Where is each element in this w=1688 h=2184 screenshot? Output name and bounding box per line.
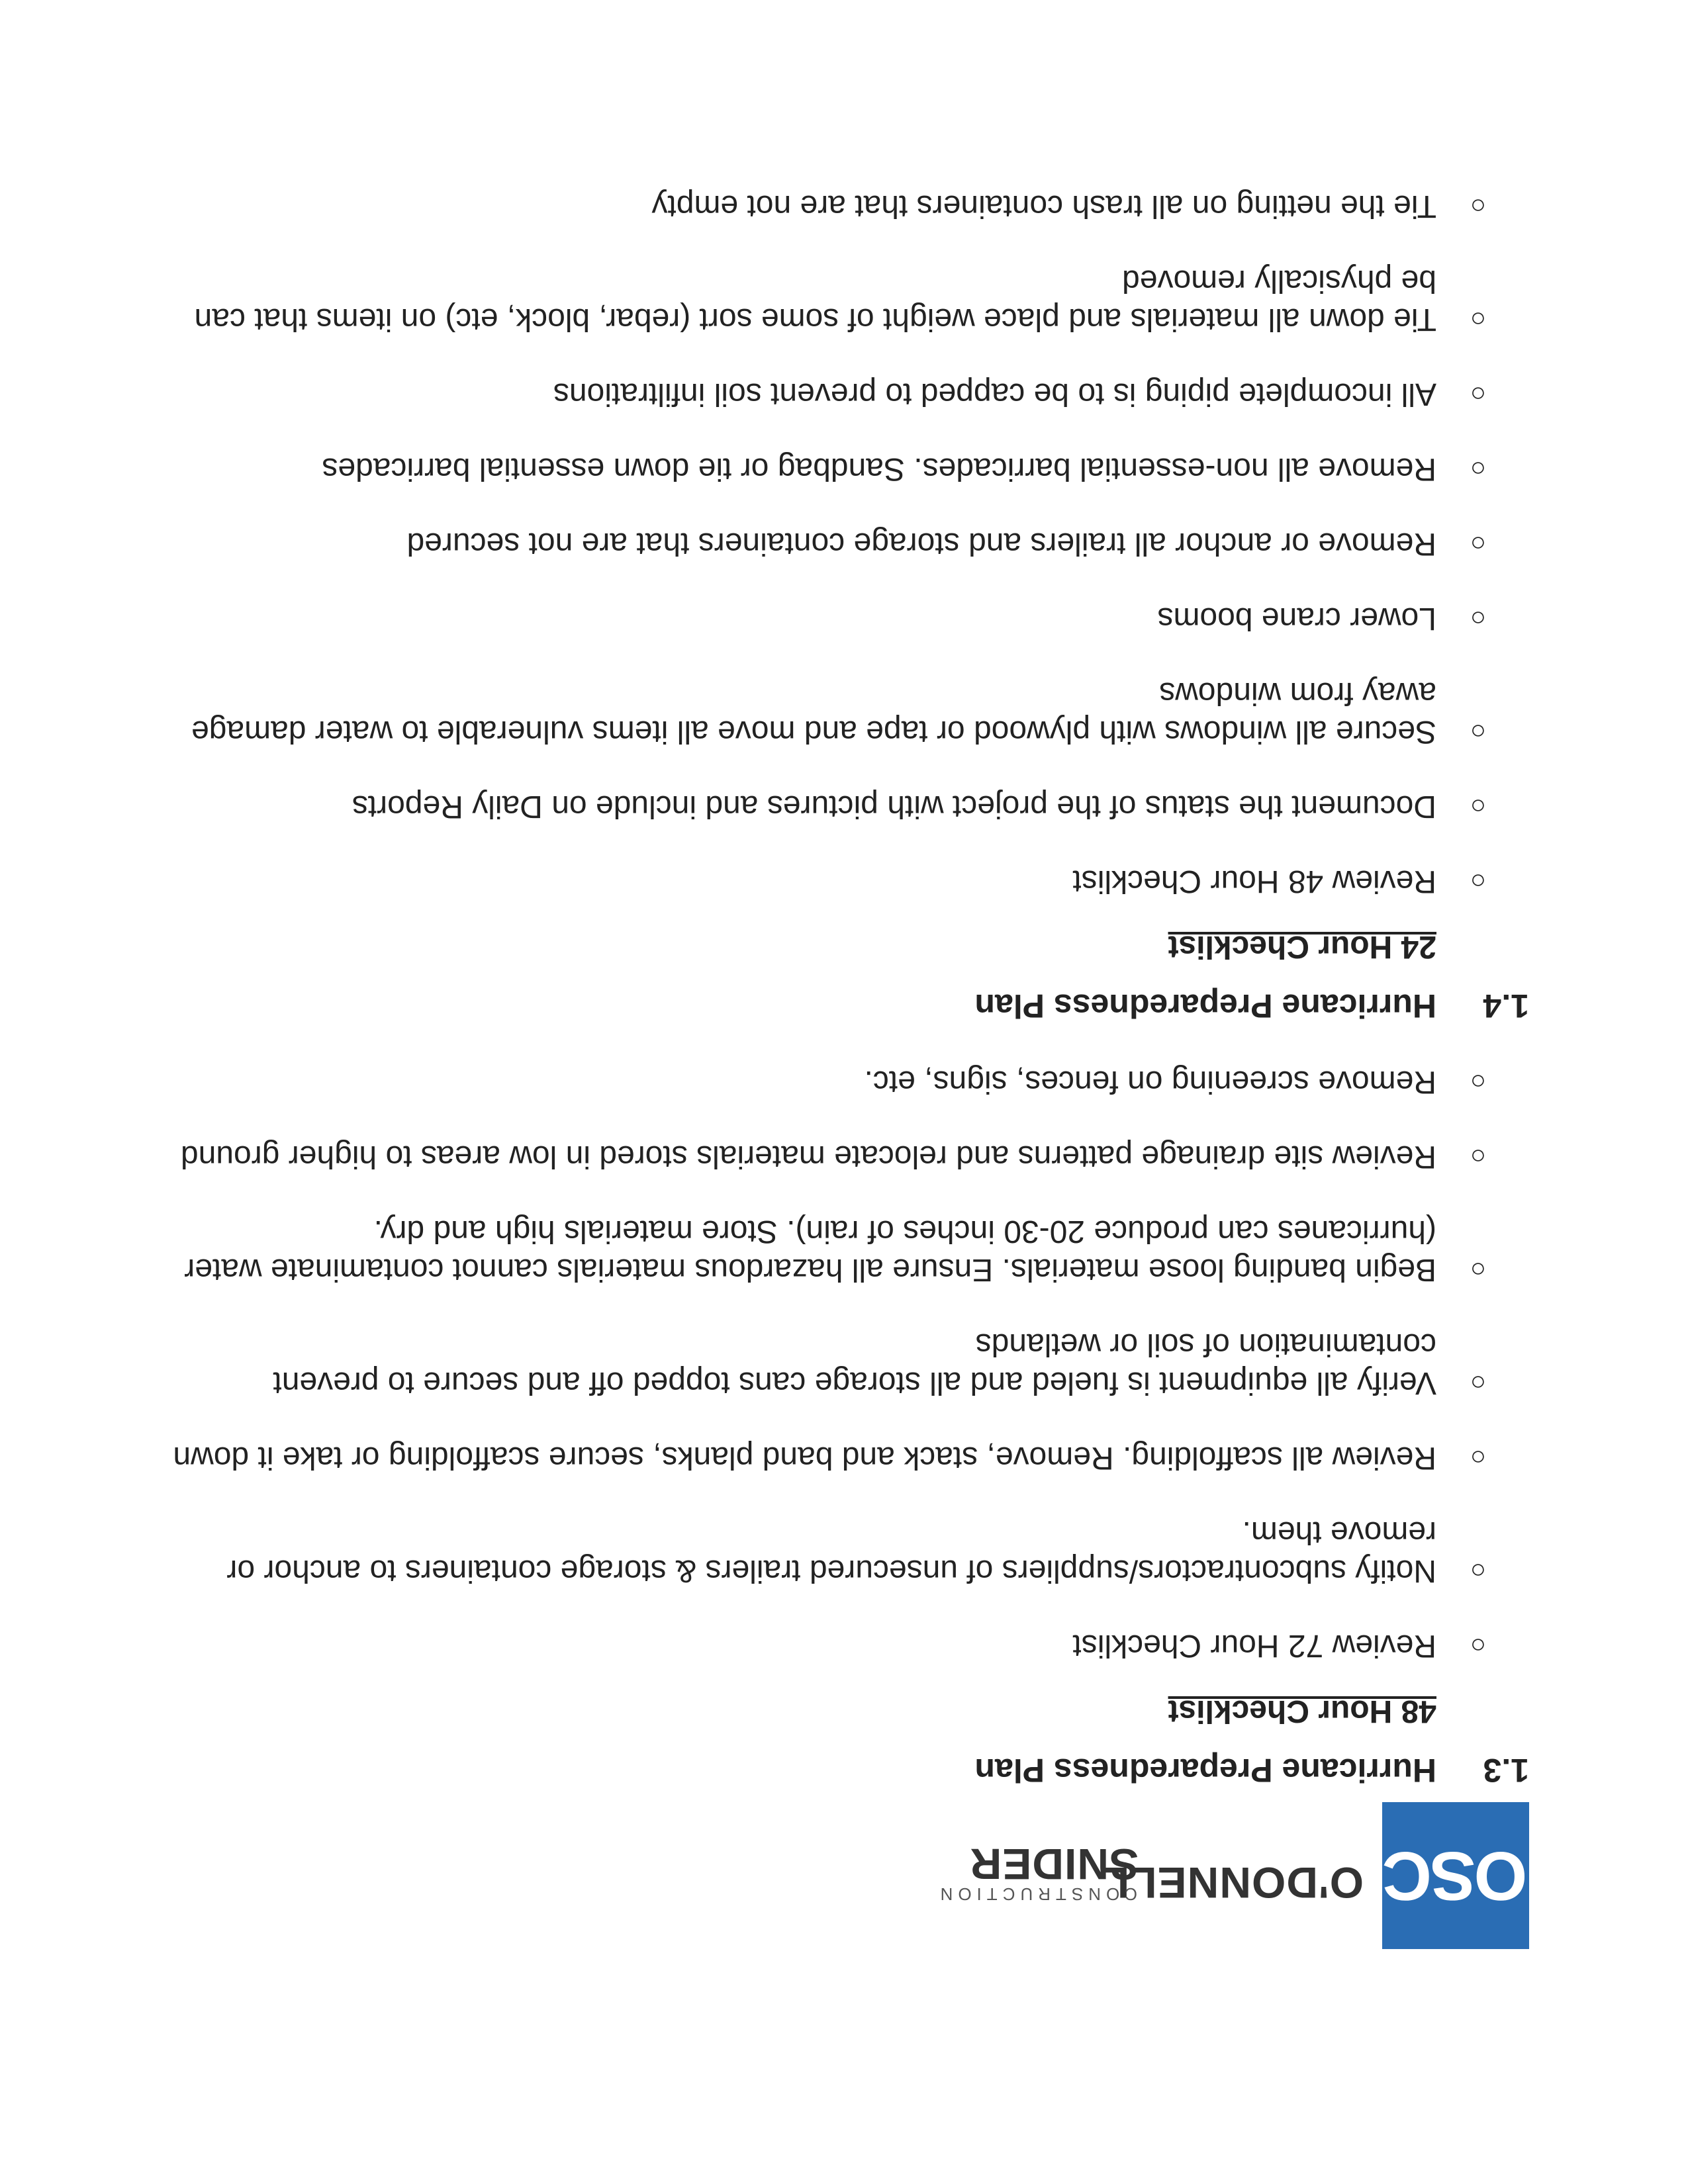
- bullet-icon: ○: [1470, 717, 1486, 746]
- bullet-icon: ○: [1470, 1443, 1486, 1472]
- checklist-item: [152, 1438, 1529, 1477]
- osc-logo-mark: OSC: [1382, 1802, 1529, 1949]
- checklist-item-text: Notify subcontractors/suppliers of unsecured trailers & storage containers to anchor or remove them.: [226, 1515, 1436, 1588]
- bullet-icon: ○: [1470, 866, 1486, 895]
- checklist-item: [152, 524, 1529, 563]
- checklist-item: [152, 599, 1529, 637]
- checklist-item-text: Begin banding loose materials. Ensure all hazardous materials cannot contaminate water (hurricanes can produce 20-30 inches of rain). Store materials high and dry.: [184, 1214, 1436, 1287]
- checklist-item: [152, 375, 1529, 413]
- bullet-icon: ○: [1470, 604, 1486, 633]
- checklist-item-text: All incomplete piping is to be capped to prevent soil infiltrations: [553, 377, 1436, 412]
- checklist-item: [152, 261, 1529, 338]
- checklist-item-text: Remove all non-essential barricades. Sandbag or tie down essential barricades: [322, 451, 1436, 486]
- logo-subtitle: CONSTRUCTION: [935, 1884, 1137, 1904]
- bullet-icon: ○: [1470, 1556, 1486, 1585]
- logo-name-line-2: SNIDER: [969, 1840, 1139, 1889]
- checklist-item: [152, 1137, 1529, 1175]
- section-heading: [152, 979, 1529, 1032]
- section-heading: [152, 1744, 1529, 1797]
- section-1-4: [152, 150, 1529, 1032]
- checklist-item-text: Document the status of the project with pictures and include on Daily Reports: [352, 789, 1436, 824]
- checklist-item-text: Verify all equipment is fueled and all storage cans topped off and secure to prevent contamination of soil or wetlands: [273, 1327, 1436, 1400]
- checklist-item-text: Remove or anchor all trailers and storage containers that are not secured: [406, 526, 1436, 561]
- checklist-item: [152, 787, 1529, 825]
- checklist-item: [152, 1212, 1529, 1289]
- checklist-item: [152, 449, 1529, 488]
- bullet-icon: ○: [1470, 454, 1486, 483]
- section-title: Hurricane Preparedness Plan: [974, 1752, 1436, 1789]
- checklist-item: [152, 187, 1529, 225]
- section-number: 1.4: [1483, 987, 1529, 1024]
- checklist-item: [152, 862, 1529, 900]
- checklist-item-text: Remove screening on fences, signs, etc.: [864, 1064, 1436, 1099]
- checklist-item: [152, 1513, 1529, 1590]
- checklist-item: [152, 1626, 1529, 1664]
- checklist-item-text: Tie down all materials and place weight of some sort (rebar, block, etc) on items that can be physically removed: [194, 263, 1436, 337]
- bullet-icon: ○: [1470, 1255, 1486, 1284]
- bullet-icon: ○: [1470, 1631, 1486, 1660]
- checklist-item: [152, 674, 1529, 751]
- bullet-icon: ○: [1470, 1142, 1486, 1171]
- logo-name-line-1: O'DONNELL: [1102, 1858, 1364, 1907]
- checklist-item-text: Lower crane booms: [1157, 601, 1436, 636]
- checklist-item-text: Review all scaffolding. Remove, stack and band planks, secure scaffolding or take it down: [173, 1440, 1436, 1475]
- company-logo: [935, 1797, 1529, 1949]
- bullet-icon: ○: [1470, 529, 1486, 558]
- bullet-icon: ○: [1470, 1368, 1486, 1397]
- checklist-item: [152, 1325, 1529, 1402]
- checklist-item: [152, 1062, 1529, 1101]
- bullet-icon: ○: [1470, 191, 1486, 220]
- bullet-icon: ○: [1470, 1067, 1486, 1096]
- bullet-icon: ○: [1470, 379, 1486, 408]
- checklist-items: [152, 1062, 1529, 1664]
- bullet-icon: ○: [1470, 304, 1486, 334]
- section-title: Hurricane Preparedness Plan: [974, 987, 1436, 1024]
- bullet-icon: ○: [1470, 792, 1486, 821]
- checklist-title: 24 Hour Checklist: [1168, 929, 1436, 964]
- checklist-item-text: Review 48 Hour Checklist: [1072, 864, 1436, 899]
- section-number: 1.3: [1483, 1752, 1529, 1789]
- checklist-item-text: Tie the netting on all trash containers that are not empty: [651, 189, 1436, 224]
- checklist-item-text: Secure all windows with plywood or tape and move all items vulnerable to water damage away from windows: [191, 676, 1436, 749]
- checklist-items: [152, 187, 1529, 900]
- checklist-item-text: Review 72 Hour Checklist: [1072, 1628, 1436, 1663]
- checklist-item-text: Review site drainage patterns and relocate materials stored in low areas to higher ground: [180, 1139, 1436, 1174]
- checklist-title: 48 Hour Checklist: [1168, 1694, 1436, 1729]
- section-1-3: [152, 1026, 1529, 1797]
